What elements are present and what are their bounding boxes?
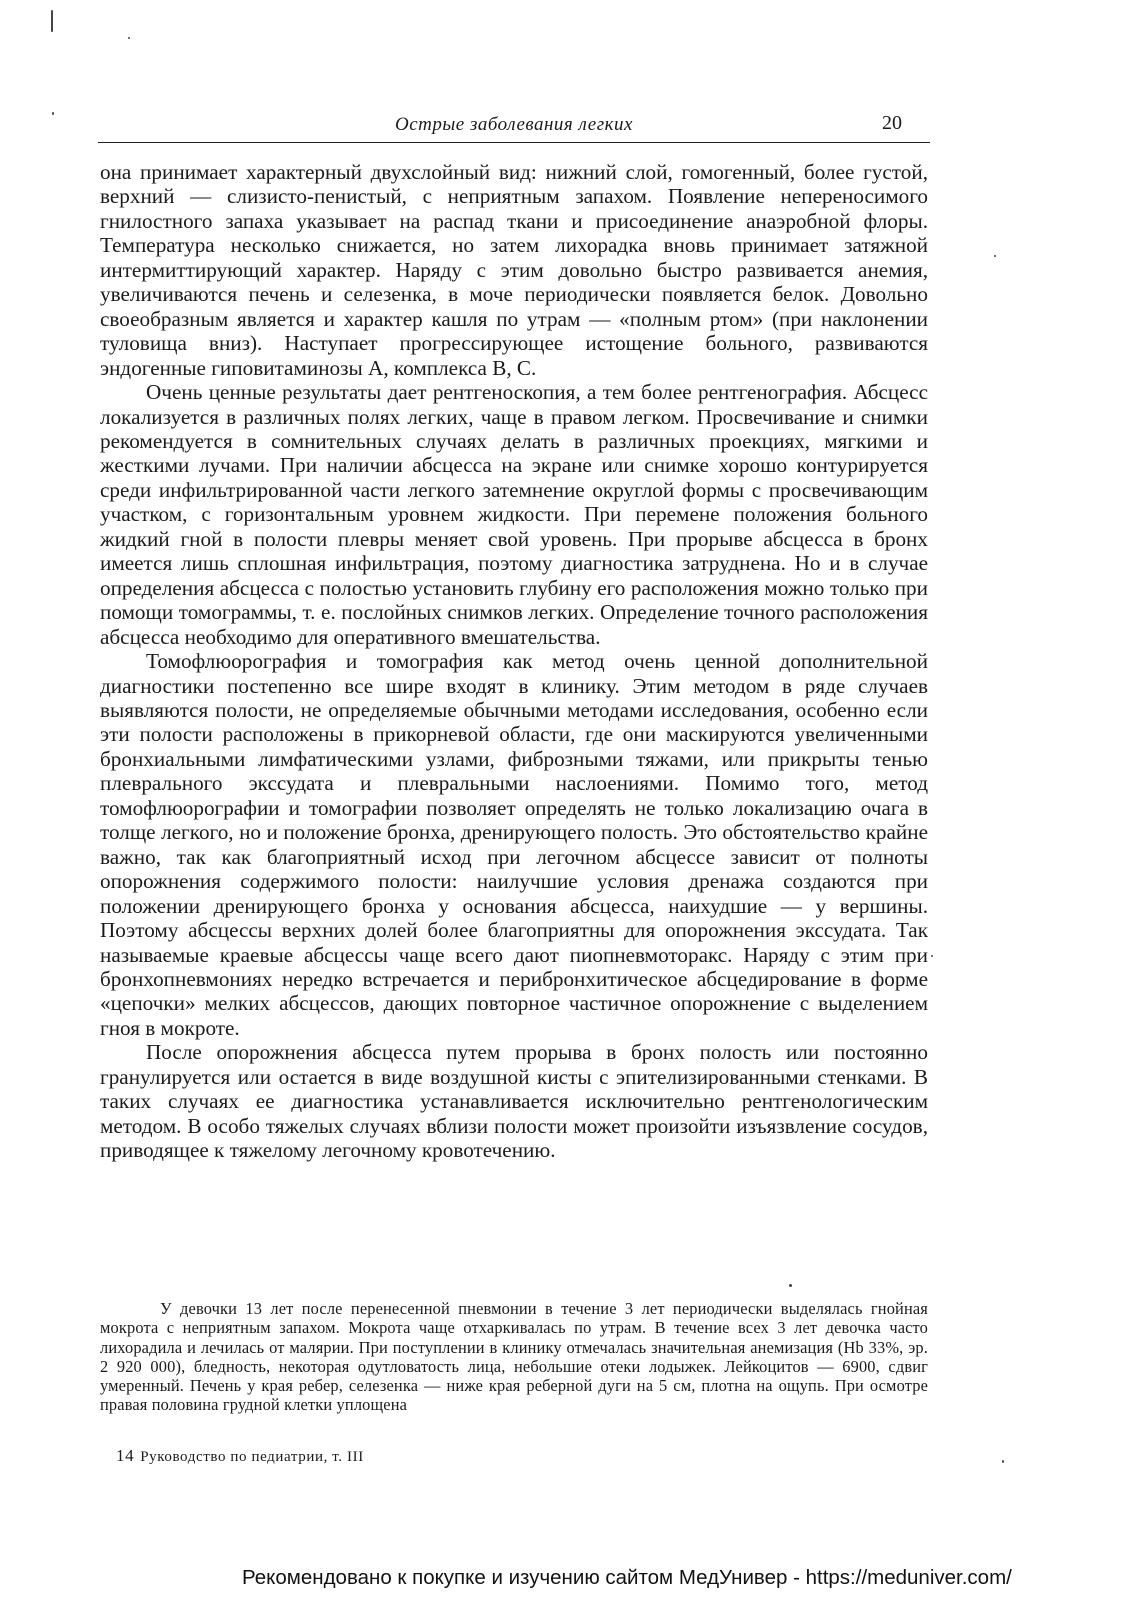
case-report <box>100 1299 928 1415</box>
scan-speck <box>1002 1460 1004 1463</box>
scan-speck <box>789 1284 792 1287</box>
paragraph: Томофлюорография и томография как метод очень ценной дополнительной диагностики постепенно все шире входят в клинику. Этим методом в ряде случаев выявляются полости, не определяемые обычными методами исследования, особенно если эти полости расположены в прикорневой области, где они маскируются увеличенными бронхиальными лимфатическими узлами, фиброзными тяжами, или прикрыты тенью плеврального экссудата и плевральными наслоениями. Помимо того, метод томофлюорографии и томографии позволяет определять не только локализацию очага в толще легкого, но и положение бронха, дренирующего полость. Это обстоятельство крайне важно, так как благоприятный исход при легочном абсцессе зависит от полноты опорожнения содержимого полости: наилучшие условия дренажа создаются при положении дренирующего бронха у основания абсцесса, наихудшие — у вершины. Поэтому абсцессы верхних долей более благоприятны для опорожнения экссудата. Так называемые краевые абсцессы чаще всего дают пиопневмоторакс. Наряду с этим при бронхопневмониях нередко встречается и перибронхитическое абсцедирование в форме «цепочки» мелких абсцессов, дающих повторное частичное опорожнение с выделением гноя в мокроте. <box>100 649 928 1040</box>
scan-speck <box>51 10 53 32</box>
paragraph: После опорожнения абсцесса путем прорыва в бронх полость или постоянно гранулируется или остается в виде воздушной кисты с эпителизированными стенками. В таких случаях ее диагностика устанавливается исключительно рентгенологическим методом. В особо тяжелых случаях вблизи полости может произойти изъязвление сосудов, приводящее к тяжелому легочному кровотечению. <box>100 1040 928 1163</box>
printer-signature <box>116 1446 364 1466</box>
scan-speck <box>994 255 996 257</box>
paragraph: Очень ценные результаты дает рентгеноскопия, а тем более рентгенография. Абсцесс локализуется в различных полях легких, чаще в правом легком. Просвечивание и снимки рекомендуется в сомнительных случаях делать в различных проекциях, мягкими и жесткими лучами. При наличии абсцесса на экране или снимке хорошо контурируется среди инфильтрированной части легкого затемнение округлой формы с просвечивающим участком, с горизонтальным уровнем жидкости. При перемене положения больного жидкий гной в полости плевры меняет свой уровень. При прорыве абсцесса в бронх имеется лишь сплошная инфильтрация, поэтому диагностика затруднена. Но и в случае определения абсцесса с полостью установить глубину его расположения можно только при помощи томограммы, т. е. послойных снимков легких. Определение точного расположения абсцесса необходимо для оперативного вмешательства. <box>100 380 928 649</box>
signature-number: 14 <box>116 1446 135 1465</box>
page-number: 20 <box>882 112 902 134</box>
page-header <box>98 112 930 143</box>
signature-text: Руководство по педиатрии, т. III <box>140 1449 364 1465</box>
running-title: Острые заболевания легких <box>395 114 633 135</box>
scan-speck <box>931 955 933 957</box>
paragraph: она принимает характерный двухслойный вид: нижний слой, гомогенный, более густой, верхний — слизисто-пенистый, с неприятным запахом. Появление непереносимого гнилостного запаха указывает на распад ткани и присоединение анаэробной флоры. Температура несколько снижается, но затем лихорадка вновь принимает затяжной интермиттирующий характер. Наряду с этим довольно быстро развивается анемия, увеличиваются печень и селезенка, в моче периодически появляется белок. Довольно своеобразным является и характер кашля по утрам — «полным ртом» (при наклонении туловища вниз). Наступает прогрессирующее истощение больного, развиваются эндогенные гиповитаминозы А, комплекса В, С. <box>100 160 928 380</box>
scan-speck <box>128 37 130 39</box>
scan-speck <box>52 112 54 115</box>
main-text <box>100 160 928 1163</box>
watermark-text: Рекомендовано к покупке и изучению сайтом МедУнивер - https://meduniver.com/ <box>242 1566 1012 1589</box>
case-report-text: У девочки 13 лет после перенесенной пневмонии в течение 3 лет периодически выделялась гнойная мокрота с неприятным запахом. Мокрота чаще отхаркивалась по утрам. В течение всех 3 лет девочка часто лихорадила и лечилась от малярии. При поступлении в клинику отмечалась значительная анемизация (Hb 33%, эр. 2 920 000), бледность, некоторая одутловатость лица, небольшие отеки лодыжек. Лейкоцитов — 6900, сдвиг умеренный. Печень у края ребер, селезенка — ниже края реберной дуги на 5 см, плотна на ощупь. При осмотре правая половина грудной клетки уплощена <box>100 1299 928 1415</box>
